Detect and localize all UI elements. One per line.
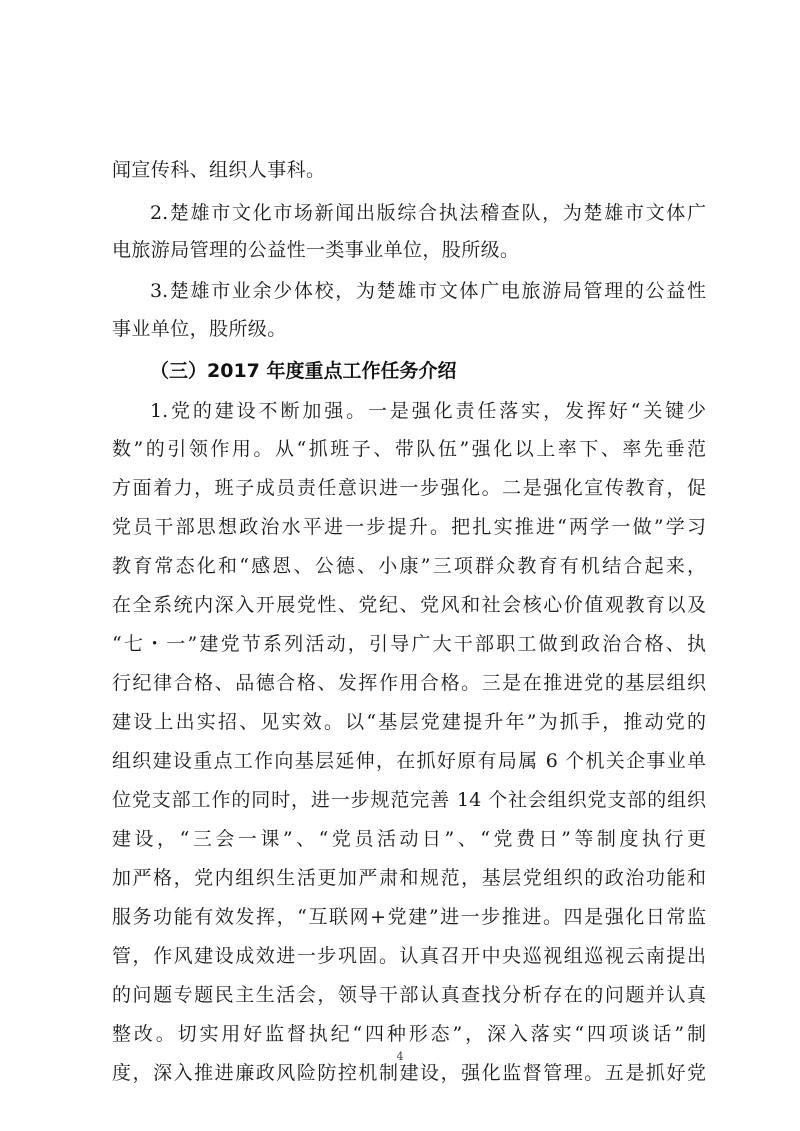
section-heading: （三）2017 年度重点工作任务介绍: [150, 360, 457, 382]
paragraph-line: 组织建设重点工作向基层延伸，在抓好原有局属 6 个机关企事业单: [112, 750, 706, 772]
paragraph-line: 行纪律合格、品德合格、发挥作用合格。三是在推进党的基层组织: [112, 672, 706, 694]
paragraph-line: 教育常态化和“感恩、公德、小康”三项群众教育有机结合起来，: [112, 555, 706, 577]
paragraph-line: 的问题专题民主生活会，领导干部认真查找分析存在的问题并认真: [112, 984, 706, 1006]
paragraph-line: 建设上出实招、见实效。以“基层党建提升年”为抓手，推动党的: [112, 711, 706, 733]
paragraph-line: 位党支部工作的同时，进一步规范完善 14 个社会组织党支部的组织: [112, 789, 706, 811]
paragraph-line: 在全系统内深入开展党性、党纪、党风和社会核心价值观教育以及: [112, 594, 706, 616]
paragraph-line: 管，作风建设成效进一步巩固。认真召开中央巡视组巡视云南提出: [112, 945, 706, 967]
paragraph-line: 事业单位，股所级。: [112, 318, 287, 340]
paragraph-line: 电旅游局管理的公益性一类事业单位，股所级。: [112, 239, 520, 261]
paragraph-line: 度，深入推进廉政风险防控机制建设，强化监督管理。五是抓好党: [112, 1062, 706, 1084]
paragraph-line: 数”的引领作用。从“抓班子、带队伍”强化以上率下、率先垂范: [112, 438, 706, 460]
page-number: 4: [396, 1050, 404, 1063]
paragraph-line: 3.楚雄市业余少体校，为楚雄市文体广电旅游局管理的公益性: [150, 280, 706, 302]
paragraph-line: 整改。切实用好监督执纪“四种形态”，深入落实“四项谈话”制: [112, 1023, 706, 1045]
paragraph-line: “七・一”建党节系列活动，引导广大干部职工做到政治合格、执: [112, 633, 706, 655]
paragraph-line: 党员干部思想政治水平进一步提升。把扎实推进“两学一做”学习: [112, 516, 706, 538]
paragraph-line: 建设，“三会一课”、“党员活动日”、“党费日”等制度执行更: [112, 828, 706, 850]
paragraph-line: 方面着力，班子成员责任意识进一步强化。二是强化宣传教育，促: [112, 477, 706, 499]
paragraph-line: 2.楚雄市文化市场新闻出版综合执法稽查队，为楚雄市文体广: [150, 202, 706, 224]
paragraph-line: 闻宣传科、组织人事科。: [112, 159, 326, 181]
paragraph-line: 服务功能有效发挥，“互联网+党建”进一步推进。四是强化日常监: [112, 906, 706, 928]
paragraph-line: 加严格，党内组织生活更加严肃和规范，基层党组织的政治功能和: [112, 867, 706, 889]
paragraph-line: 1.党的建设不断加强。一是强化责任落实，发挥好“关键少: [150, 400, 706, 422]
